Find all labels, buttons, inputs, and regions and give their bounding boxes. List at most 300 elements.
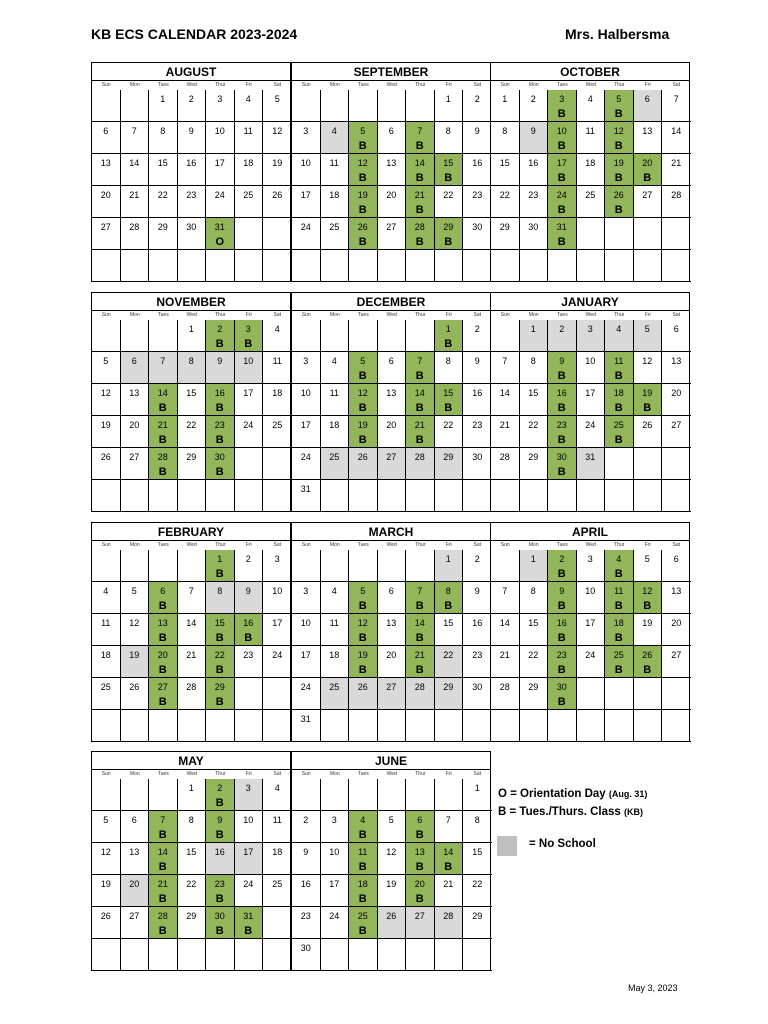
revision-date: May 3, 2023 — [628, 983, 678, 993]
day-cell — [463, 384, 492, 416]
day-number: 23 — [300, 911, 311, 921]
legend-orientation — [498, 788, 647, 800]
day-cell — [491, 352, 520, 384]
day-cell — [577, 710, 606, 742]
day-number: 30 — [472, 222, 483, 232]
day-number: 15 — [186, 388, 197, 398]
day-number: 8 — [474, 815, 480, 825]
day-cell — [378, 907, 407, 939]
day-cell — [206, 186, 235, 218]
day-cell — [321, 843, 350, 875]
day-number: 16 — [472, 388, 483, 398]
day-cell — [349, 416, 378, 448]
day-mark: B — [614, 370, 623, 382]
day-number: 23 — [556, 420, 567, 430]
day-cell — [520, 710, 549, 742]
day-number: 30 — [556, 682, 567, 692]
day-number: 30 — [556, 452, 567, 462]
day-mark: B — [614, 664, 623, 676]
day-number: 24 — [556, 190, 567, 200]
day-cell — [321, 186, 350, 218]
day-cell — [92, 550, 121, 582]
day-number: 13 — [671, 356, 682, 366]
day-cell — [349, 811, 378, 843]
day-mark: B — [358, 204, 367, 216]
day-mark: B — [415, 893, 424, 905]
day-number: 16 — [528, 158, 539, 168]
day-cell — [92, 352, 121, 384]
weekday-label: Wed — [386, 312, 397, 318]
day-cell — [235, 582, 264, 614]
day-cell — [605, 384, 634, 416]
month-august — [91, 62, 291, 282]
day-cell — [463, 218, 492, 250]
weekday-label: Fri — [445, 542, 452, 548]
day-number: 23 — [472, 420, 483, 430]
day-number: 11 — [243, 126, 253, 136]
month-name: AUGUST — [92, 63, 290, 81]
day-number: 7 — [417, 126, 423, 136]
day-number: 7 — [502, 356, 508, 366]
weekday-label: Sun — [500, 82, 510, 88]
day-cell — [491, 122, 520, 154]
day-number: 3 — [245, 324, 251, 334]
day-number: 6 — [644, 94, 650, 104]
day-cell — [206, 352, 235, 384]
day-cell — [92, 582, 121, 614]
day-mark: O — [215, 236, 225, 248]
weekday-label: Sun — [101, 542, 111, 548]
day-cell — [634, 122, 663, 154]
day-number: 29 — [472, 911, 483, 921]
day-number: 18 — [100, 650, 111, 660]
month-name: JUNE — [292, 752, 490, 770]
day-cell — [321, 90, 350, 122]
day-cell — [121, 122, 150, 154]
day-mark: B — [215, 696, 224, 708]
day-cell — [435, 352, 464, 384]
weekday-label: Sun — [101, 771, 111, 777]
day-cell — [491, 154, 520, 186]
legend-orientation-label: O = Orientation Day — [498, 788, 606, 800]
day-mark: B — [215, 338, 224, 350]
day-number: 24 — [329, 911, 340, 921]
day-cell — [605, 352, 634, 384]
day-number: 1 — [445, 94, 451, 104]
day-cell — [406, 710, 435, 742]
day-number: 12 — [129, 618, 140, 628]
day-mark: B — [557, 204, 566, 216]
day-number: 14 — [443, 847, 454, 857]
day-number: 25 — [329, 452, 340, 462]
day-cell — [406, 416, 435, 448]
day-number: 14 — [671, 126, 682, 136]
day-cell — [435, 582, 464, 614]
day-number: 1 — [530, 324, 536, 334]
day-number: 29 — [443, 222, 454, 232]
day-cell — [349, 646, 378, 678]
day-cell — [634, 352, 663, 384]
day-cell — [263, 811, 292, 843]
day-cell — [577, 550, 606, 582]
day-cell — [463, 907, 492, 939]
day-mark: B — [158, 925, 167, 937]
day-cell — [121, 646, 150, 678]
day-number: 27 — [129, 911, 140, 921]
day-cell — [178, 939, 207, 971]
weekday-label: Tues — [556, 312, 568, 318]
day-number: 22 — [472, 879, 483, 889]
day-cell — [321, 218, 350, 250]
day-cell — [92, 678, 121, 710]
day-cell — [520, 154, 549, 186]
day-number: 5 — [644, 554, 650, 564]
day-cell — [92, 90, 121, 122]
day-cell — [92, 811, 121, 843]
day-number: 30 — [186, 222, 197, 232]
day-cell — [321, 582, 350, 614]
day-number: 15 — [443, 388, 454, 398]
day-cell — [292, 218, 321, 250]
day-cell — [178, 646, 207, 678]
day-number: 1 — [502, 94, 508, 104]
day-number: 26 — [272, 190, 283, 200]
day-number: 4 — [587, 94, 593, 104]
day-cell — [178, 416, 207, 448]
day-number: 17 — [243, 847, 254, 857]
day-number: 13 — [129, 847, 140, 857]
day-number: 19 — [129, 650, 140, 660]
day-cell — [321, 646, 350, 678]
day-cell — [605, 416, 634, 448]
day-mark: B — [557, 664, 566, 676]
day-cell — [548, 646, 577, 678]
day-number: 27 — [414, 911, 425, 921]
day-cell — [178, 384, 207, 416]
day-number: 6 — [673, 554, 679, 564]
day-cell — [121, 907, 150, 939]
day-number: 7 — [417, 586, 423, 596]
day-cell — [121, 154, 150, 186]
day-cell — [206, 907, 235, 939]
day-mark: B — [215, 893, 224, 905]
day-cell — [605, 448, 634, 480]
day-number: 12 — [613, 126, 624, 136]
day-cell — [435, 250, 464, 282]
day-number: 5 — [274, 94, 280, 104]
day-number: 25 — [613, 650, 624, 660]
day-cell — [463, 550, 492, 582]
weekday-label: Mon — [129, 312, 140, 318]
day-cell — [235, 154, 264, 186]
day-cell — [235, 614, 264, 646]
day-mark: B — [415, 861, 424, 873]
day-number: 22 — [443, 650, 454, 660]
day-cell — [520, 122, 549, 154]
day-number: 13 — [129, 388, 140, 398]
day-cell — [321, 154, 350, 186]
day-cell — [121, 843, 150, 875]
weekday-label: Mon — [129, 542, 140, 548]
day-cell — [235, 779, 264, 811]
day-cell — [92, 448, 121, 480]
day-cell — [605, 710, 634, 742]
day-number: 2 — [474, 554, 480, 564]
day-cell — [121, 582, 150, 614]
day-number: 6 — [103, 126, 109, 136]
day-cell — [292, 843, 321, 875]
day-cell — [406, 614, 435, 646]
day-number: 3 — [303, 356, 309, 366]
month-name: MAY — [92, 752, 290, 770]
day-cell — [406, 384, 435, 416]
day-cell — [149, 811, 178, 843]
day-number: 4 — [331, 356, 337, 366]
day-cell — [349, 550, 378, 582]
day-number: 24 — [585, 650, 596, 660]
day-number: 9 — [474, 356, 480, 366]
day-number: 5 — [616, 94, 622, 104]
day-number: 14 — [414, 388, 425, 398]
day-cell — [548, 218, 577, 250]
day-number: 5 — [360, 356, 366, 366]
day-cell — [349, 480, 378, 512]
day-cell — [349, 154, 378, 186]
day-cell — [349, 448, 378, 480]
day-cell — [406, 678, 435, 710]
day-cell — [463, 416, 492, 448]
day-cell — [149, 875, 178, 907]
day-cell — [378, 122, 407, 154]
day-cell — [548, 352, 577, 384]
day-cell — [149, 352, 178, 384]
day-number: 2 — [474, 94, 480, 104]
day-cell — [263, 352, 292, 384]
day-cell — [463, 811, 492, 843]
day-cell — [463, 122, 492, 154]
day-cell — [378, 939, 407, 971]
day-number: 19 — [357, 190, 368, 200]
day-number: 24 — [243, 879, 254, 889]
day-number: 15 — [157, 158, 168, 168]
day-cell — [463, 250, 492, 282]
weekday-label: Thur — [614, 542, 625, 548]
day-cell — [548, 550, 577, 582]
day-number: 10 — [329, 847, 340, 857]
day-cell — [292, 550, 321, 582]
day-cell — [491, 448, 520, 480]
day-cell — [292, 186, 321, 218]
day-cell — [92, 646, 121, 678]
day-cell — [463, 779, 492, 811]
day-number: 1 — [474, 783, 480, 793]
weekday-label: Sat — [473, 82, 481, 88]
day-cell — [577, 90, 606, 122]
day-number: 18 — [272, 388, 283, 398]
weekday-label: Wed — [186, 82, 197, 88]
day-cell — [662, 186, 691, 218]
day-number: 28 — [186, 682, 197, 692]
day-cell — [548, 448, 577, 480]
day-mark: B — [358, 172, 367, 184]
day-number: 8 — [445, 126, 451, 136]
day-number: 14 — [186, 618, 197, 628]
day-cell — [491, 646, 520, 678]
day-cell — [463, 448, 492, 480]
day-number: 11 — [585, 126, 595, 136]
day-number: 31 — [585, 452, 596, 462]
month-january — [490, 292, 690, 512]
day-cell — [235, 320, 264, 352]
weekday-label: Sat — [273, 542, 281, 548]
day-number: 27 — [157, 682, 168, 692]
day-cell — [406, 907, 435, 939]
day-cell — [520, 550, 549, 582]
day-number: 16 — [300, 879, 311, 889]
day-cell — [292, 907, 321, 939]
day-mark: B — [215, 829, 224, 841]
weekday-label: Wed — [585, 82, 596, 88]
day-cell — [435, 710, 464, 742]
weekday-label: Sat — [273, 771, 281, 777]
day-cell — [92, 154, 121, 186]
day-number: 11 — [614, 356, 624, 366]
weekday-label: Tues — [357, 542, 369, 548]
day-number: 20 — [386, 420, 397, 430]
day-cell — [206, 384, 235, 416]
day-number: 14 — [499, 618, 510, 628]
day-number: 17 — [300, 420, 311, 430]
day-cell — [149, 550, 178, 582]
day-number: 26 — [357, 452, 368, 462]
day-number: 12 — [357, 158, 368, 168]
day-cell — [121, 416, 150, 448]
day-cell — [577, 186, 606, 218]
day-cell — [548, 416, 577, 448]
day-mark: B — [415, 204, 424, 216]
day-number: 22 — [528, 420, 539, 430]
month-name: OCTOBER — [491, 63, 689, 81]
day-number: 21 — [414, 650, 425, 660]
day-cell — [435, 646, 464, 678]
day-number: 12 — [272, 126, 283, 136]
day-cell — [321, 250, 350, 282]
day-cell — [292, 811, 321, 843]
day-mark: B — [557, 600, 566, 612]
day-cell — [292, 582, 321, 614]
day-cell — [349, 250, 378, 282]
day-number: 11 — [101, 618, 111, 628]
day-cell — [662, 90, 691, 122]
day-number: 10 — [585, 356, 596, 366]
day-cell — [149, 186, 178, 218]
day-cell — [349, 218, 378, 250]
day-number: 19 — [100, 879, 111, 889]
day-number: 7 — [160, 356, 166, 366]
day-number: 3 — [587, 554, 593, 564]
day-cell — [149, 320, 178, 352]
day-cell — [149, 122, 178, 154]
month-september — [291, 62, 491, 282]
day-mark: B — [444, 402, 453, 414]
day-number: 11 — [329, 158, 339, 168]
weekday-label: Sun — [500, 542, 510, 548]
day-number: 4 — [331, 126, 337, 136]
day-cell — [491, 582, 520, 614]
day-number: 17 — [585, 618, 596, 628]
day-cell — [321, 320, 350, 352]
day-cell — [178, 678, 207, 710]
day-number: 28 — [157, 911, 168, 921]
day-number: 25 — [613, 420, 624, 430]
day-cell — [206, 218, 235, 250]
day-cell — [577, 154, 606, 186]
day-mark: B — [557, 696, 566, 708]
day-number: 1 — [188, 324, 194, 334]
day-cell — [662, 218, 691, 250]
month-name: MARCH — [292, 523, 490, 541]
day-cell — [263, 779, 292, 811]
day-cell — [321, 448, 350, 480]
weekday-label: Fri — [245, 82, 252, 88]
day-number: 6 — [388, 356, 394, 366]
day-number: 14 — [129, 158, 140, 168]
day-number: 24 — [300, 682, 311, 692]
day-mark: B — [244, 632, 253, 644]
day-cell — [548, 678, 577, 710]
day-cell — [149, 154, 178, 186]
day-cell — [605, 154, 634, 186]
day-cell — [121, 710, 150, 742]
day-mark: B — [557, 140, 566, 152]
day-cell — [378, 811, 407, 843]
day-mark: B — [358, 600, 367, 612]
day-number: 20 — [157, 650, 168, 660]
weekday-label: Wed — [386, 542, 397, 548]
weekday-label: Sat — [273, 312, 281, 318]
weekday-label: Thur — [215, 771, 226, 777]
day-number: 6 — [131, 356, 137, 366]
no-school-swatch — [497, 836, 517, 856]
day-mark: B — [158, 829, 167, 841]
day-cell — [605, 646, 634, 678]
day-number: 23 — [528, 190, 539, 200]
day-mark: B — [358, 140, 367, 152]
weekday-label: Sat — [672, 82, 680, 88]
day-cell — [292, 646, 321, 678]
day-cell — [206, 678, 235, 710]
day-number: 31 — [556, 222, 567, 232]
day-number: 10 — [300, 618, 311, 628]
day-number: 1 — [217, 554, 223, 564]
day-cell — [463, 154, 492, 186]
day-cell — [435, 939, 464, 971]
day-cell — [263, 416, 292, 448]
day-cell — [577, 218, 606, 250]
day-number: 8 — [188, 356, 194, 366]
day-number: 20 — [414, 879, 425, 889]
day-cell — [178, 218, 207, 250]
day-mark: B — [557, 370, 566, 382]
day-number: 22 — [186, 879, 197, 889]
weekday-label: Thur — [614, 312, 625, 318]
day-number: 17 — [272, 618, 283, 628]
day-mark: B — [158, 466, 167, 478]
day-number: 17 — [300, 650, 311, 660]
day-number: 30 — [528, 222, 539, 232]
day-cell — [605, 186, 634, 218]
day-mark: B — [614, 172, 623, 184]
